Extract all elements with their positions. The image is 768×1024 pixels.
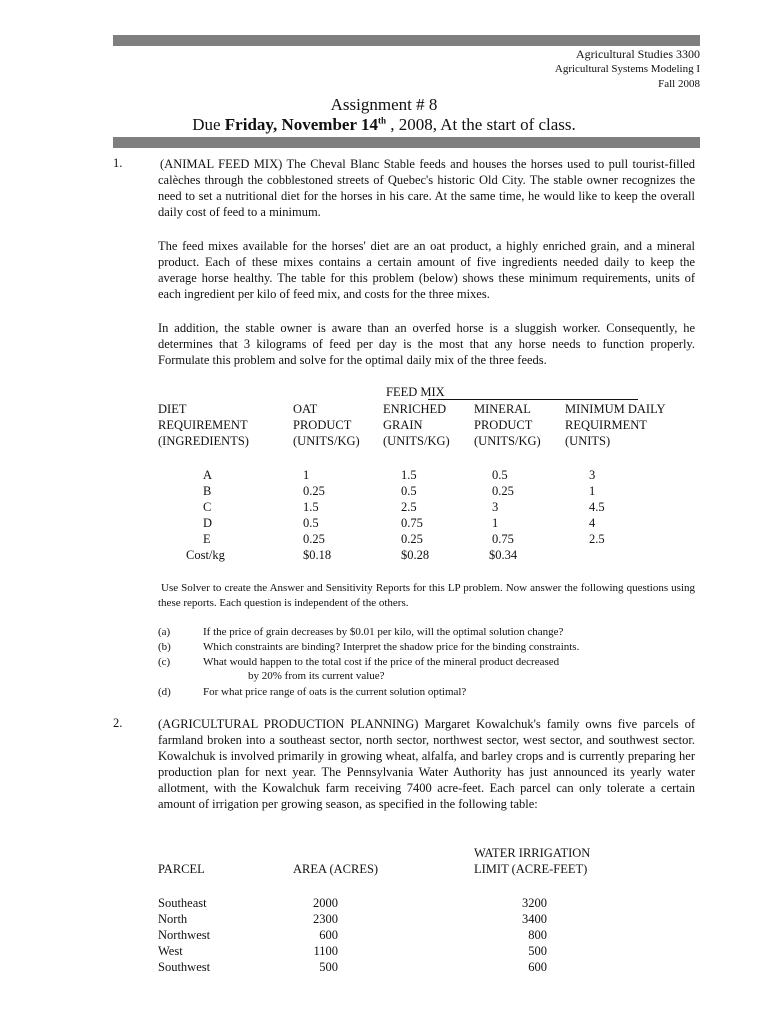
table-cell: 1100 <box>313 944 338 958</box>
table-cell: B <box>203 484 212 498</box>
table-cell: Northwest <box>158 928 211 942</box>
table-cell: 800 <box>528 928 547 942</box>
table-cell: West <box>158 944 183 958</box>
table-cell: Southwest <box>158 960 211 974</box>
question-label: (a) <box>158 626 171 638</box>
question-label: (c) <box>158 656 171 668</box>
question-text-continued: by 20% from its current value? <box>248 670 385 682</box>
column-header: GRAIN <box>383 418 423 432</box>
table-cell: D <box>203 516 213 530</box>
title-rule <box>113 137 700 148</box>
column-header: AREA (ACRES) <box>293 862 379 876</box>
column-header: ENRICHED <box>383 402 447 416</box>
table-cell: $0.28 <box>401 548 430 562</box>
column-header: MINERAL <box>474 402 531 416</box>
table-cell: 1 <box>589 484 596 498</box>
top-rule <box>113 35 700 46</box>
table-cell: 0.5 <box>401 484 417 498</box>
table-cell: 3200 <box>522 896 547 910</box>
due-date: Due Friday, November 14th , 2008, At the start of class. <box>192 115 576 134</box>
column-header: PRODUCT <box>474 418 533 432</box>
table-cell: 4 <box>589 516 596 530</box>
column-header: MINIMUM DAILY <box>565 402 666 416</box>
table-cell: 2.5 <box>401 500 417 514</box>
table-cell: 600 <box>319 928 338 942</box>
column-header: PARCEL <box>158 862 205 876</box>
table-cell: 1 <box>492 516 499 530</box>
column-header: OAT <box>293 402 318 416</box>
problem-number: 1. <box>113 156 123 170</box>
table-cell: Cost/kg <box>186 548 225 562</box>
column-header: PRODUCT <box>293 418 352 432</box>
table-cell: 600 <box>528 960 547 974</box>
table-group-header: FEED MIX <box>386 385 445 399</box>
table-cell: $0.18 <box>303 548 332 562</box>
course-header <box>555 47 700 92</box>
course-name: Agricultural Studies 3300 <box>576 47 700 61</box>
group-header-underline <box>428 399 638 400</box>
table-cell: 0.25 <box>303 484 325 498</box>
question-label: (b) <box>158 641 171 653</box>
solver-instructions: Use Solver to create the Answer and Sensitivity Reports for this LP problem. Now answer the following questions using these reports. Each question is independent of the others. <box>158 582 695 609</box>
table-cell: North <box>158 912 188 926</box>
column-header: REQUIRMENT <box>565 418 647 432</box>
column-header: (UNITS/KG) <box>474 434 541 448</box>
assignment-title: Assignment # 8 <box>330 95 438 114</box>
course-term: Fall 2008 <box>658 78 700 90</box>
column-header: WATER IRRIGATION <box>474 846 591 860</box>
table-cell: Southeast <box>158 896 207 910</box>
column-header: (UNITS/KG) <box>293 434 360 448</box>
column-header: LIMIT (ACRE-FEET) <box>474 862 588 876</box>
problem1-paragraph: The feed mixes available for the horses' diet are an oat product, a highly enriched grain, and a mineral product. Each of these mixes contains a certain amount of five ingredients needed daily to keep the average horse healthy. The table for this problem (below) shows these minimum requirements, units of each ingredient per kilo of feed mix, and costs for the three mixes. <box>158 239 695 301</box>
table-cell: 2.5 <box>589 532 605 546</box>
table-cell: E <box>203 532 211 546</box>
table-cell: 0.25 <box>401 532 423 546</box>
question-text: If the price of grain decreases by $0.01 per kilo, will the optimal solution change? <box>203 626 564 638</box>
table-cell: 2300 <box>313 912 338 926</box>
course-subtitle: Agricultural Systems Modeling I <box>554 63 700 75</box>
question-text: For what price range of oats is the current solution optimal? <box>203 686 467 698</box>
table-cell: 3 <box>492 500 499 514</box>
table-cell: A <box>203 468 213 482</box>
table-cell: 0.75 <box>492 532 514 546</box>
table-cell: 0.5 <box>303 516 319 530</box>
column-header: DIET <box>158 402 187 416</box>
column-header: (INGREDIENTS) <box>158 434 249 448</box>
question-text: Which constraints are binding? Interpret the shadow price for the binding constraints. <box>203 641 580 653</box>
question-text: What would happen to the total cost if the price of the mineral product decreased <box>203 656 560 668</box>
table-cell: 0.25 <box>303 532 325 546</box>
column-header: (UNITS/KG) <box>383 434 450 448</box>
table-cell: 3400 <box>522 912 547 926</box>
table-cell: 0.75 <box>401 516 423 530</box>
question-label: (d) <box>158 686 171 698</box>
table-cell: 1.5 <box>303 500 319 514</box>
problem-number: 2. <box>113 716 123 730</box>
column-header: (UNITS) <box>565 434 611 448</box>
table-cell: 500 <box>528 944 547 958</box>
table-cell: 3 <box>589 468 596 482</box>
table-cell: 0.25 <box>492 484 514 498</box>
problem1-paragraph: In addition, the stable owner is aware than an overfed horse is a sluggish worker. Consequently, he determines that 3 kilograms of feed per day is the most that any horse needs to function properly. Formulate this problem and solve for the optimal daily mix of the three feeds. <box>158 321 695 367</box>
table-cell: 4.5 <box>589 500 605 514</box>
problem2-paragraph: (AGRICULTURAL PRODUCTION PLANNING) Margaret Kowalchuk's family owns five parcels of farmland broken into a southeast sector, north sector, northwest sector, west sector, and southwest sector. Kowalchuk is involved primarily in growing wheat, alfalfa, and barley crops and is currently preparing her production plan for next year. The Pennsylvania Water Authority has just announced its yearly water allotment, with the Kowalchuk farm receiving 7400 acre-feet. Each parcel can only tolerate a certain amount of irrigation per growing season, as specified in the following table: <box>158 717 695 811</box>
table-cell: 2000 <box>313 896 338 910</box>
table-cell: C <box>203 500 212 514</box>
table-cell: $0.34 <box>489 548 518 562</box>
table-cell: 0.5 <box>492 468 508 482</box>
table-cell: 500 <box>319 960 338 974</box>
table-cell: 1.5 <box>401 468 417 482</box>
table-cell: 1 <box>303 468 310 482</box>
column-header: REQUIREMENT <box>158 418 248 432</box>
problem1-paragraph: (ANIMAL FEED MIX) The Cheval Blanc Stable feeds and houses the horses used to pull tourist-filled calèches through the cobblestoned streets of Quebec's historic Old City. The stable owner recognizes the need to set a nutritional diet for the horses in his care. At the same time, he would like to keep the overall daily cost of feed to a minimum. <box>158 157 695 219</box>
